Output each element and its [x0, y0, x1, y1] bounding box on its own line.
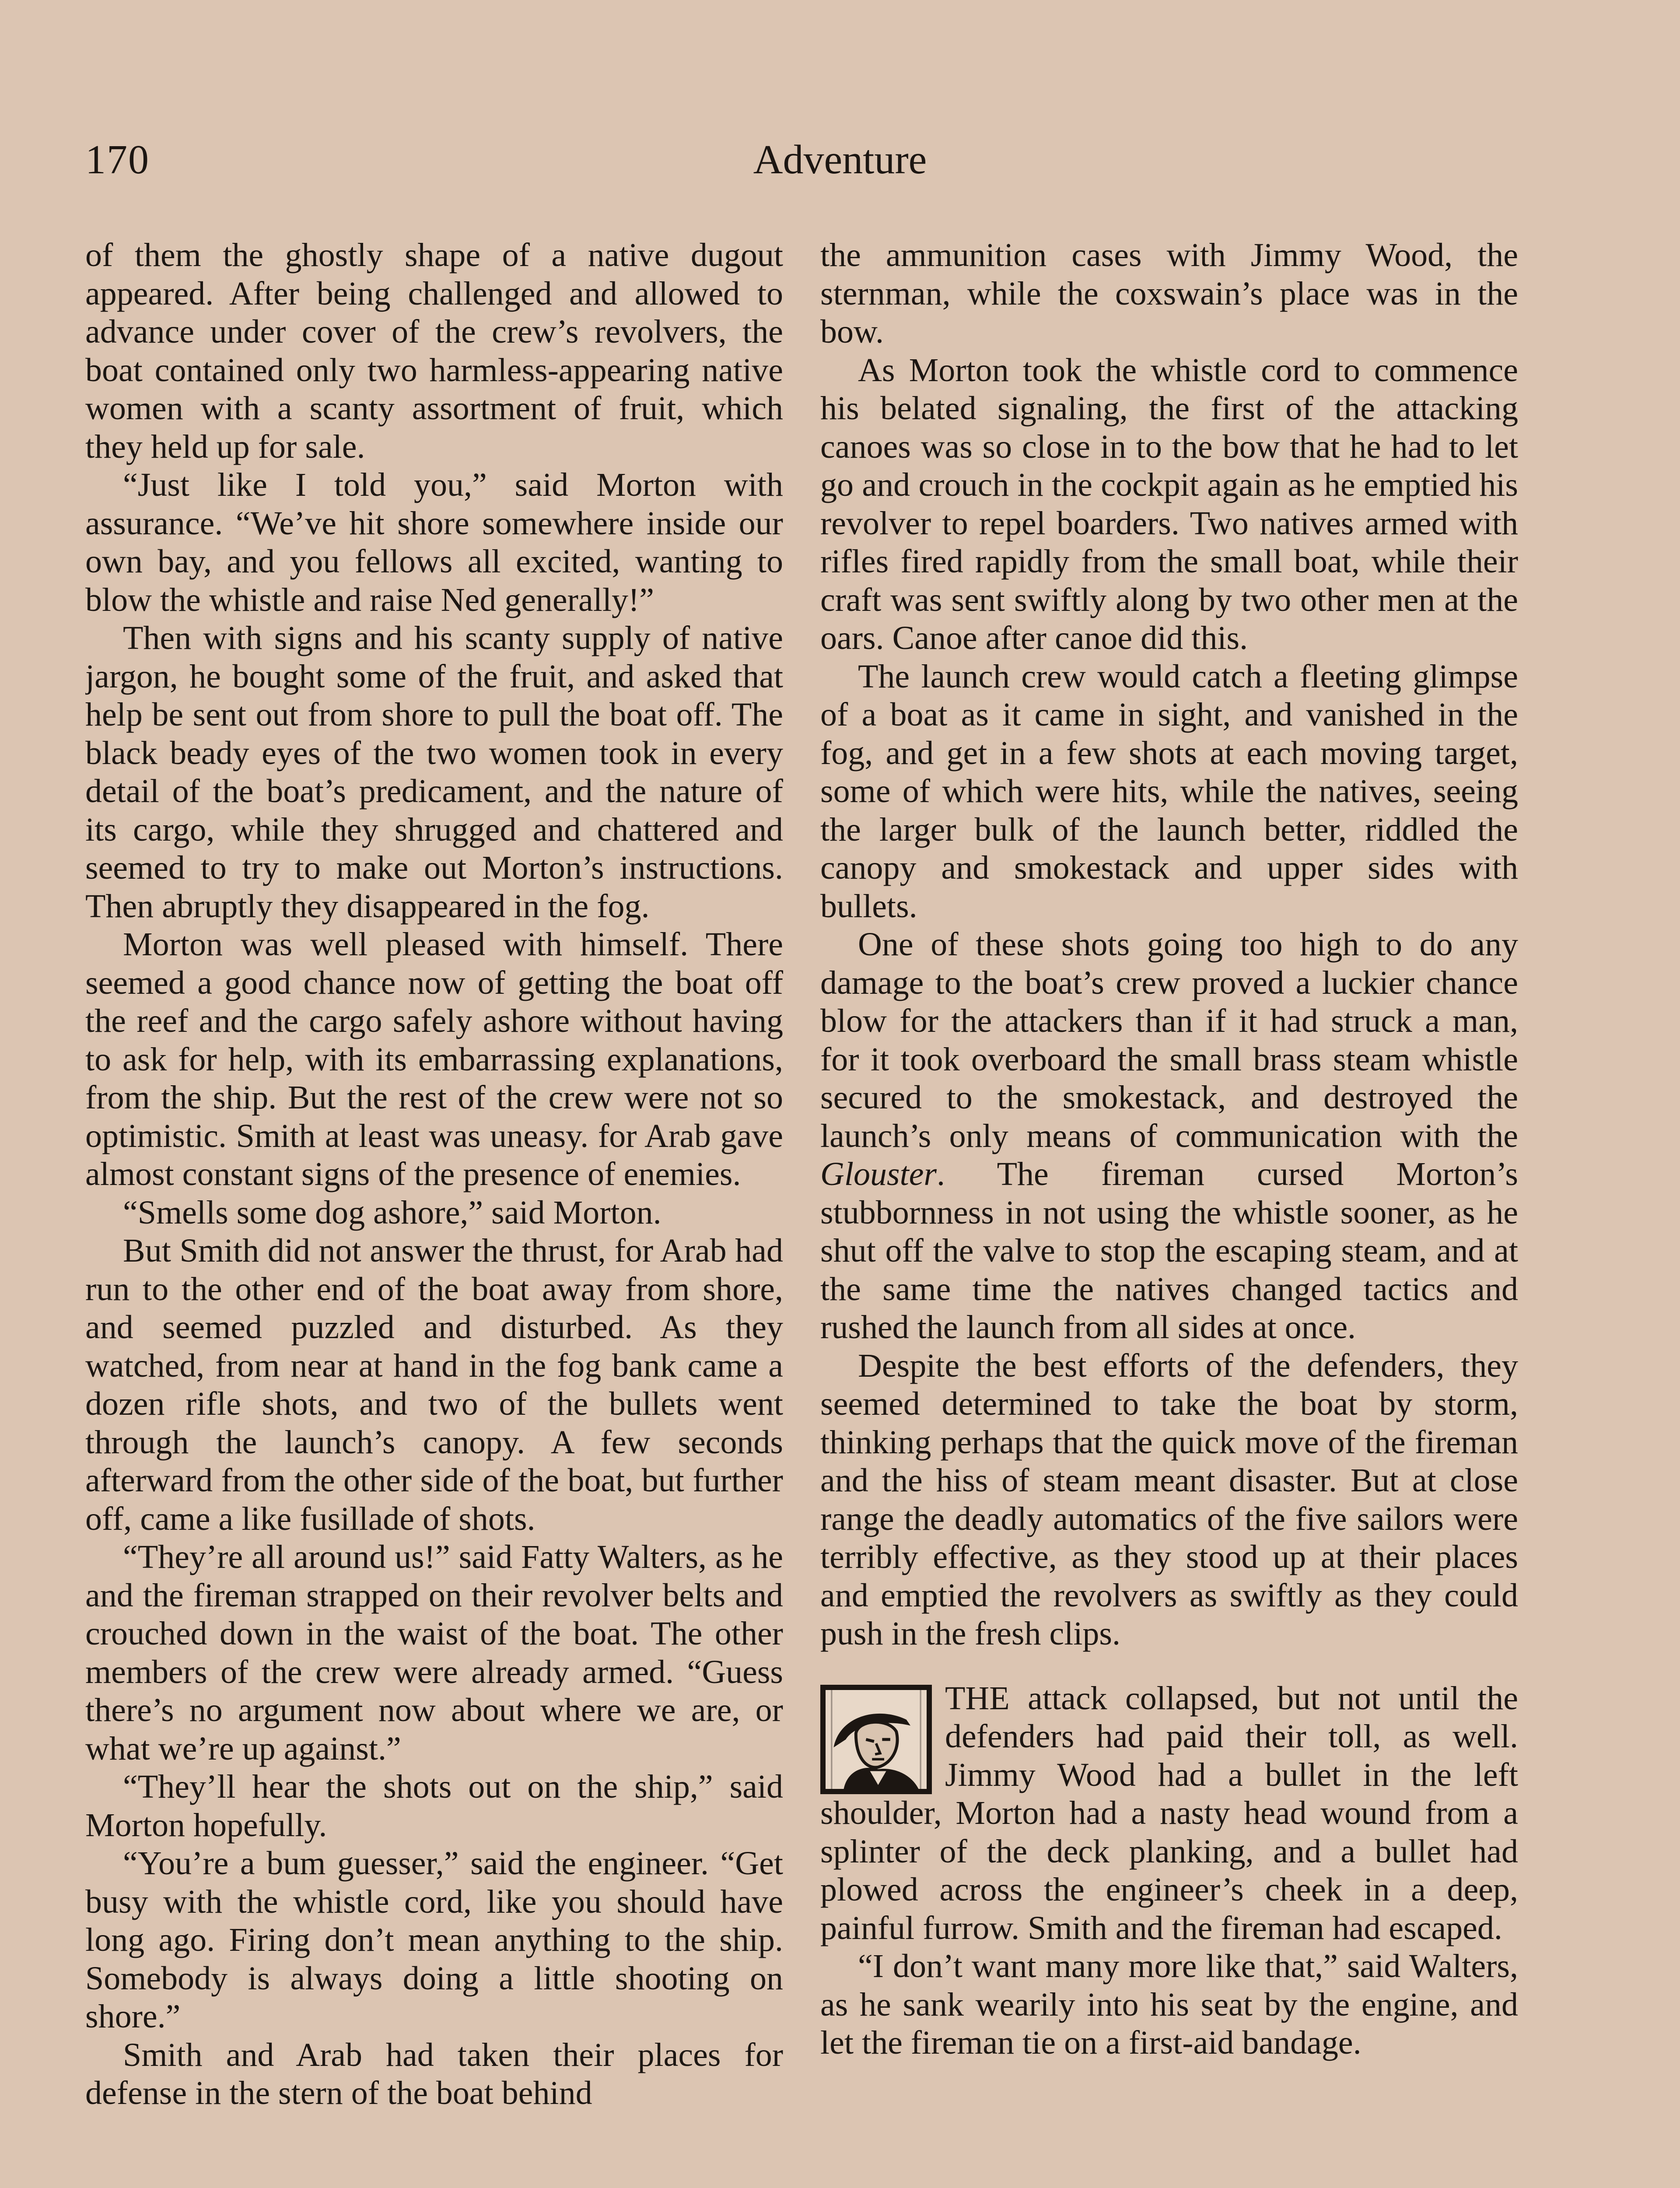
- paragraph: But Smith did not answer the thrust, for Arab had run to the other end of the boat away from shore, and seemed puzzled and disturbed. As they watched, from near at hand in the fog bank came a dozen rifle shots, and two of the bullets went through the launch’s canopy. A few seconds afterward from the other side of the boat, but further off, came a like fusillade of shots.: [85, 1232, 783, 1537]
- paragraph: “You’re a bum guesser,” said the engineer. “Get busy with the whistle cord, like you should have long ago. Firing don’t mean anything to the ship. Somebody is always doing a little shooting on shore.”: [85, 1845, 783, 2035]
- paragraph: As Morton took the whistle cord to commence his belated signaling, the first of the attacking canoes was so close in to the bow that he had to let go and crouch in the cockpit again as he emptied his revolver to repel boarders. Two natives armed with rifles fired rapidly from the small boat, while their craft was sent swiftly along by two other men at the oars. Canoe after canoe did this.: [820, 351, 1518, 656]
- left-column: [85, 236, 783, 2188]
- running-head: Adventure: [753, 137, 927, 182]
- paragraph: “They’ll hear the shots out on the ship,” said Morton hopefully.: [85, 1768, 783, 1844]
- paragraph: [820, 926, 1518, 1347]
- paragraph-text: One of these shots going too high to do any damage to the boat’s crew proved a luckier chance blow for the attackers than if it had struck a man, for it took overboard the small brass steam whistle secured to the smokestack, and destroyed the launch’s only means of communication with the: [820, 926, 1518, 1154]
- right-column: [820, 236, 1518, 2188]
- paragraph: Morton was well pleased with himself. There seemed a good chance now of getting the boat off the reef and the cargo safely ashore without having to ask for help, with its embarrassing explanations, from the ship. But the rest of the crew were not so optimistic. Smith at least was uneasy. for Arab gave almost constant signs of the presence of enemies.: [85, 926, 783, 1192]
- section-opening-paragraph: [820, 1680, 1518, 1948]
- paragraph-text: THE attack collapsed, but not until the defenders had paid their toll, as well. Jimmy Wood had a bullet in the left shoulder, Morton had a nasty head wound from a splinter of the deck planking, and a bullet had plowed across the engineer’s cheek in a deep, painful furrow. Smith and the fireman had escaped.: [820, 1680, 1518, 1946]
- paragraph-text: . The fireman cursed Morton’s stubbornness in not using the whistle sooner, as he shut off the valve to stop the escaping steam, and at the same time the natives changed tactics and rushed the launch from all sides at once.: [820, 1156, 1518, 1346]
- page-number: 170: [85, 137, 150, 182]
- paragraph: Despite the best efforts of the defenders, they seemed determined to take the boat by storm, thinking perhaps that the quick move of the fireman and the hiss of steam meant disaster. But at close range the deadly automatics of the five sailors were terribly effective, as they stood up at their places and emptied the revolvers as swiftly as they could push in the fresh clips.: [820, 1347, 1518, 1652]
- paragraph: Then with signs and his scanty supply of native jargon, he bought some of the fruit, and asked that help be sent out from shore to pull the boat off. The black beady eyes of the two women took in every detail of the boat’s predicament, and the nature of its cargo, while they shrugged and chattered and seemed to try to make out Morton’s instructions. Then abruptly they disappeared in the fog.: [85, 620, 783, 925]
- paragraph: “I don’t want many more like that,” said Walters, as he sank wearily into his seat by the engine, and let the fireman tie on a first-aid bandage.: [820, 1948, 1518, 2061]
- ship-name: Glouster: [820, 1156, 937, 1192]
- paragraph: Smith and Arab had taken their places for defense in the stern of the boat behind: [85, 2036, 783, 2111]
- sailor-portrait-icon: [820, 1685, 932, 1794]
- paragraph: “They’re all around us!” said Fatty Walters, as he and the fireman strapped on their revolver belts and crouched down in the waist of the boat. The other members of the crew were already armed. “Guess there’s no argument now about where we are, or what we’re up against.”: [85, 1539, 783, 1767]
- paragraph: The launch crew would catch a fleeting glimpse of a boat as it came in sight, and vanished in the fog, and get in a few shots at each moving target, some of which were hits, while the natives, seeing the larger bulk of the launch better, riddled the canopy and smokestack and upper sides with bullets.: [820, 658, 1518, 925]
- paragraph: “Just like I told you,” said Morton with assurance. “We’ve hit shore somewhere inside our own bay, and you fellows all excited, wanting to blow the whistle and raise Ned generally!”: [85, 466, 783, 618]
- paragraph: of them the ghostly shape of a native dugout appeared. After being challenged and allowed to advance under cover of the crew’s revolvers, the boat contained only two harmless-appearing native women with a scanty assortment of fruit, which they held up for sale.: [85, 237, 783, 465]
- paragraph: “Smells some dog ashore,” said Morton.: [123, 1194, 662, 1231]
- paragraph: the ammunition cases with Jimmy Wood, the sternman, while the coxswain’s place was in the bow.: [820, 237, 1518, 350]
